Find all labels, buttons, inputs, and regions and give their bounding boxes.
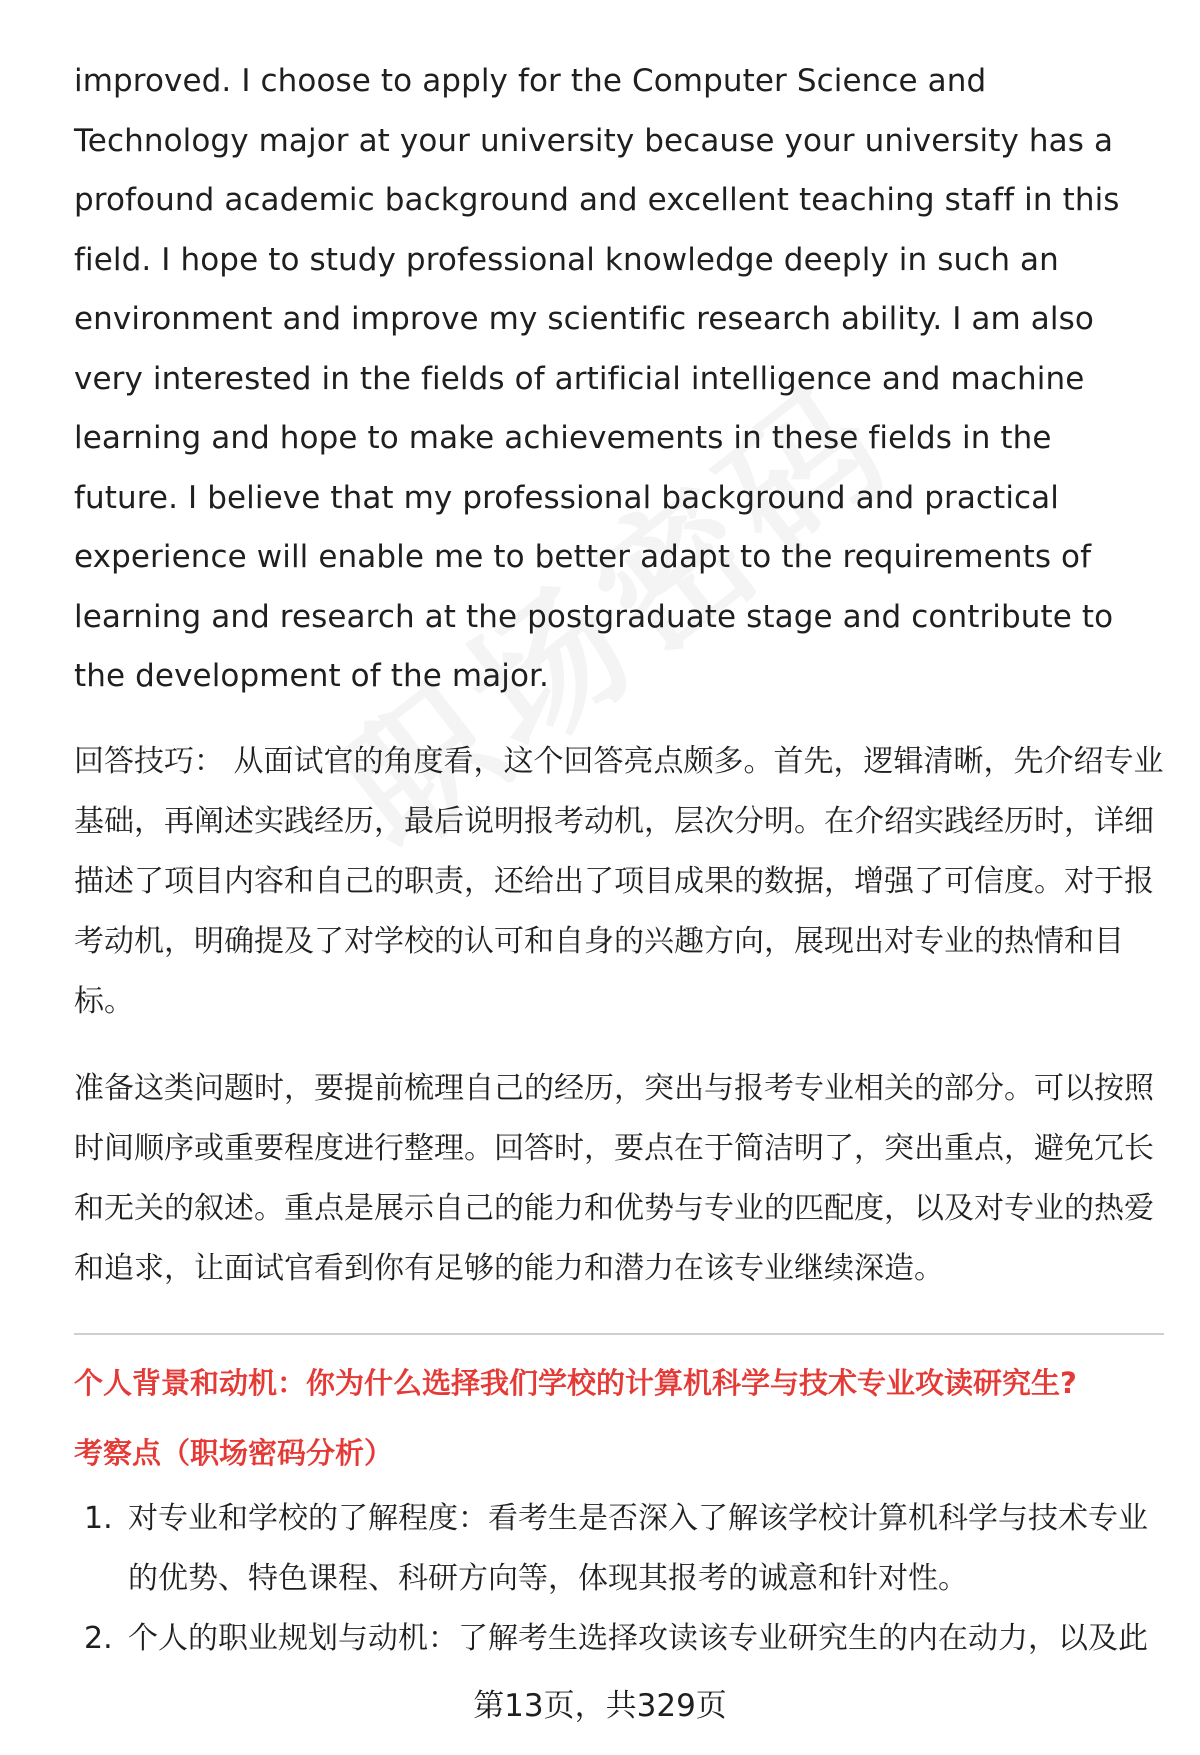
assessment-points-heading: 考察点（职场密码分析） [74, 1435, 394, 1470]
question-heading: 个人背景和动机：你为什么选择我们学校的计算机科学与技术专业攻读研究生? [74, 1365, 1077, 1400]
answer-tips-paragraph: 回答技巧： 从面试官的角度看，这个回答亮点颇多。首先，逻辑清晰，先介绍专业基础，再阐述实践经历，最后说明报考动机，层次分明。在介绍实践经历时，详细描述了项目内容和自己的职责，还给出了项目成果的数据，增强了可信度。对于报考动机，明确提及了对学校的认可和自身的兴趣方向，展现出对专业的热情和目标。 [74, 743, 1164, 1019]
list-item [74, 1489, 1164, 1609]
assessment-points-list [74, 1489, 1164, 1669]
list-item-number: 2. [84, 1620, 113, 1656]
list-item-text: 个人的职业规划与动机：了解考生选择攻读该专业研究生的内在动力，以及此 [128, 1620, 1148, 1656]
list-item-number: 1. [84, 1500, 113, 1536]
section-divider [74, 1333, 1164, 1335]
english-answer-paragraph: improved. I choose to apply for the Computer Science and Technology major at your university because your university has a profound academic background and excellent teaching staff in this field. I hope to study professional knowledge deeply in such an environment and improve my scientific research ability. I am also very interested in the fields of artificial intelligence and machine learning and hope to make achievements in these fields in the future. I believe that my professional background and practical experience will enable me to better adapt to the requirements of learning and research at the postgraduate stage and contribute to the development of the major. [74, 63, 1120, 694]
preparation-advice-paragraph: 准备这类问题时，要提前梳理自己的经历，突出与报考专业相关的部分。可以按照时间顺序或重要程度进行整理。回答时，要点在于简洁明了，突出重点，避免冗长和无关的叙述。重点是展示自己的能力和优势与专业的匹配度，以及对专业的热爱和追求，让面试官看到你有足够的能力和潜力在该专业继续深造。 [74, 1070, 1154, 1286]
page-number-footer: 第13页，共329页 [473, 1688, 727, 1724]
document-page [74, 52, 1164, 1669]
list-item [74, 1609, 1164, 1669]
list-item-text: 对专业和学校的了解程度：看考生是否深入了解该学校计算机科学与技术专业的优势、特色课程、科研方向等，体现其报考的诚意和针对性。 [128, 1500, 1148, 1596]
